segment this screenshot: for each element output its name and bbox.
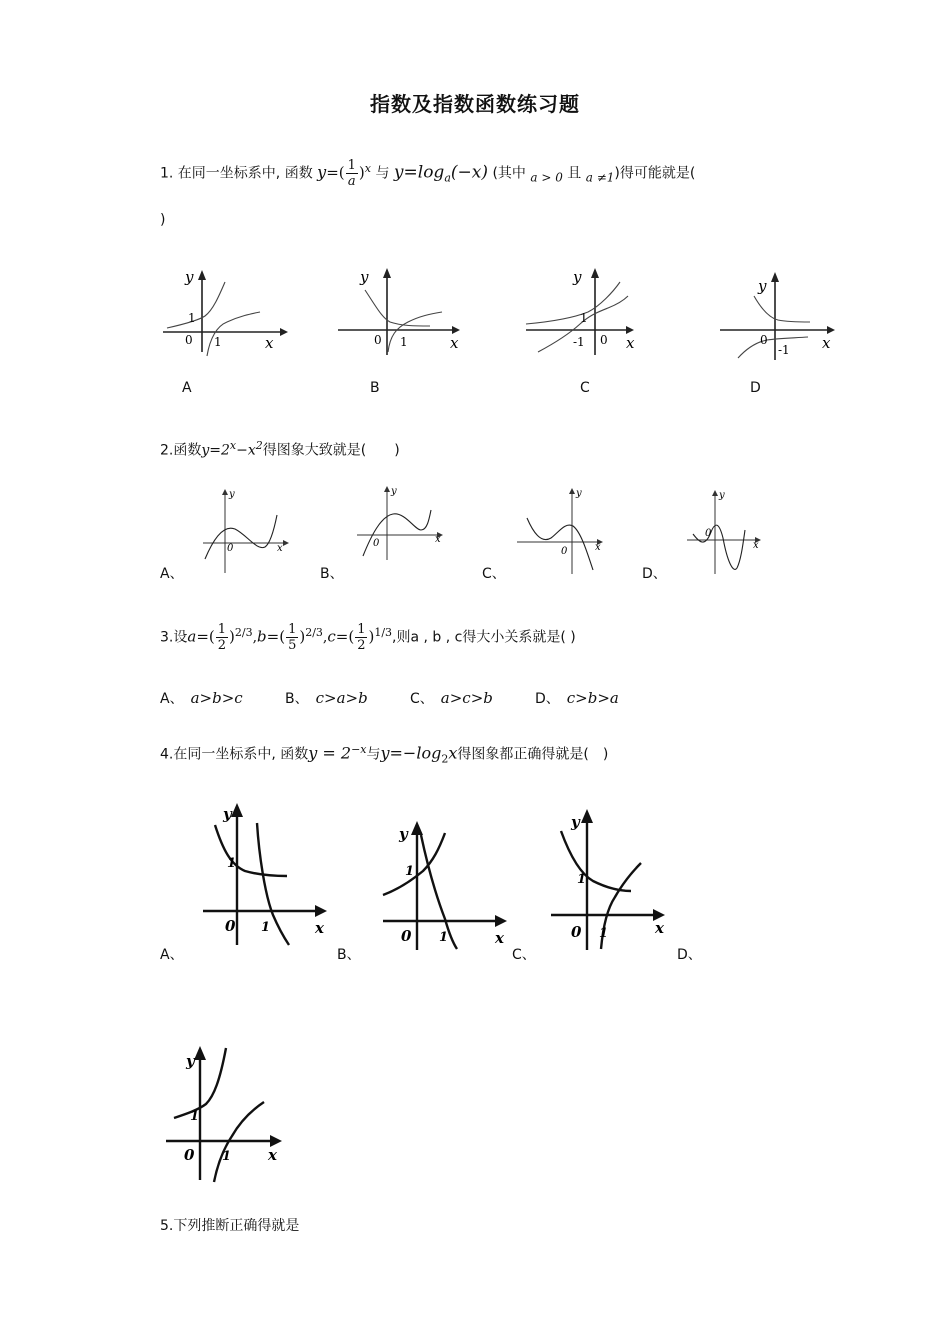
- svg-text:x: x: [435, 534, 441, 545]
- q3-exp-b: 2/3: [305, 625, 323, 639]
- q1-f2-base: a: [444, 171, 451, 185]
- q2-graph-b: [355, 480, 455, 572]
- exp-curve: [561, 831, 631, 891]
- q1-cond-b: a ≠1: [585, 170, 615, 185]
- svg-text:y: y: [576, 488, 582, 499]
- q3-pre: 3.设: [160, 629, 188, 646]
- svg-text:0: 0: [571, 923, 582, 941]
- svg-text:1: 1: [190, 1109, 200, 1124]
- svg-text:0: 0: [401, 927, 412, 945]
- x-label: x: [822, 334, 831, 352]
- svg-text:0: 0: [184, 1146, 195, 1164]
- svg-text:x: x: [315, 919, 324, 937]
- svg-text:1: 1: [227, 856, 237, 871]
- y-arrow: [383, 268, 391, 278]
- q2-option-c: C、: [482, 566, 506, 582]
- svg-text:0: 0: [561, 546, 568, 557]
- q2-graph-a: [195, 485, 295, 577]
- q1-f1-exp: x: [364, 161, 371, 175]
- q4-graph-b: [375, 815, 515, 955]
- origin-label: 0: [760, 333, 768, 347]
- x-arrow: [280, 328, 288, 336]
- q4-graph-a: [195, 795, 335, 955]
- log-curve: [207, 312, 260, 356]
- q1-graph-b: [330, 260, 470, 360]
- svg-text:1: 1: [261, 920, 271, 935]
- q2b-curve: [363, 510, 431, 556]
- q4-option-d: D、: [677, 947, 702, 963]
- q1-cond-mid: 且: [567, 165, 582, 182]
- svg-text:y: y: [391, 486, 397, 497]
- x-label: x: [450, 334, 459, 352]
- one-label: 1: [580, 311, 588, 325]
- svg-text:1: 1: [405, 864, 415, 879]
- y-label: y: [185, 268, 194, 286]
- q1-f1-y: y: [317, 162, 327, 182]
- svg-text:1: 1: [577, 872, 587, 887]
- q2-pre: 2.函数: [160, 442, 202, 459]
- q2-formula: y=2: [201, 442, 230, 459]
- q1-f2-arg: (−x): [450, 162, 488, 183]
- q3-post: ,则a , b , c得大小关系就是( ): [392, 629, 576, 646]
- one-label: 1: [188, 311, 196, 325]
- log-curve: [388, 312, 442, 352]
- svg-text:y: y: [719, 490, 725, 501]
- exp-curve: [754, 296, 810, 322]
- q2-option-a: A、: [160, 566, 184, 582]
- svg-text:x: x: [277, 543, 283, 554]
- svg-text:x: x: [595, 542, 601, 553]
- q2a-curve: [205, 515, 277, 559]
- q4-option-a: A、: [160, 947, 184, 963]
- x-arrow: [827, 326, 835, 334]
- q3-frac-a: $\frac{1}{2}$: [217, 622, 227, 653]
- x-arrow: [626, 326, 634, 334]
- svg-text:1: 1: [439, 930, 449, 945]
- y-arrow: [771, 272, 779, 282]
- q2-graph-c: [515, 482, 615, 574]
- svg-text:x: x: [495, 929, 504, 947]
- exp-curve: [215, 825, 287, 876]
- svg-text:y: y: [399, 825, 408, 843]
- y-label: y: [758, 277, 767, 295]
- q1-option-b: B: [370, 380, 380, 396]
- question-1: [160, 158, 695, 189]
- question-2: [160, 436, 400, 461]
- q1-option-c: C: [580, 380, 590, 396]
- q1-cond-a: a > 0: [530, 170, 563, 185]
- q3-frac-b: $\frac{1}{5}$: [288, 622, 297, 653]
- q1-option-d: D: [750, 380, 761, 396]
- y-label: y: [573, 268, 582, 286]
- x-label: x: [626, 334, 635, 352]
- q2-option-b: B、: [320, 566, 344, 582]
- q1-option-a: A: [182, 380, 192, 396]
- exp-curve: [167, 282, 225, 328]
- q2-exp2: 2: [255, 439, 263, 452]
- question-5: 5.下列推断正确得就是: [160, 1218, 300, 1234]
- q2-post: 得图象大致就是( ): [262, 442, 400, 459]
- q3-exp-a: 2/3: [234, 625, 253, 639]
- x-arrow: [452, 326, 460, 334]
- q1-f2: y=log: [393, 162, 445, 183]
- svg-text:x: x: [655, 919, 664, 937]
- svg-text:y: y: [223, 805, 232, 823]
- q2c-curve: [527, 518, 593, 570]
- question-4: 4.在同一坐标系中, 函数$y = 2^{-x}$与$y=-\log_2x$得图象都正确得就是( ): [160, 743, 609, 766]
- neg-one-label: -1: [778, 343, 790, 357]
- log-curve: [738, 337, 808, 358]
- q1-graph-d: [712, 260, 852, 360]
- q3-frac-c: $\frac{1}{2}$: [357, 622, 366, 653]
- svg-text:y: y: [229, 489, 235, 500]
- q3-choice-d: D、 c>b>a: [535, 689, 619, 707]
- origin-label: 0: [600, 333, 608, 347]
- origin-label: 0: [185, 333, 193, 347]
- q2-exp1: x: [229, 439, 237, 452]
- q2-option-d: D、: [642, 566, 667, 582]
- svg-text:0: 0: [227, 543, 234, 554]
- q1-suffix: )得可能就是(: [614, 165, 696, 182]
- question-3: 3.设a=( $\frac{1}{2}$ )$^{2/3}$,b=( $\frac{1}{5}$ )$^{2/3}$,c=( $\frac{1}{2}$ )$^{1/3}$,则a , b , c得大小关系就是( ): [160, 622, 576, 653]
- svg-text:y: y: [571, 813, 580, 831]
- q4-option-b: B、: [337, 947, 361, 963]
- q1-graph-c: [518, 260, 658, 360]
- svg-text:1: 1: [222, 1149, 232, 1164]
- svg-text:0: 0: [705, 528, 712, 539]
- q4-option-c: C、: [512, 947, 536, 963]
- q1-conj: 与: [375, 165, 390, 182]
- one-x-label: 1: [214, 335, 222, 349]
- q2d-curve: [693, 525, 745, 569]
- q3-exp-c: 1/3: [374, 625, 393, 639]
- svg-text:1: 1: [599, 926, 609, 941]
- q4-graph-d: [160, 1040, 290, 1190]
- q2-minus: −x: [236, 442, 256, 459]
- exp-curve: [526, 282, 620, 324]
- one-x-label: 1: [400, 335, 408, 349]
- q1-prefix: 1. 在同一坐标系中, 函数: [160, 165, 313, 182]
- q1-f1-close: ): [358, 163, 365, 182]
- q1-cond-pre: (其中: [492, 165, 526, 182]
- neg-one-label: -1: [573, 335, 585, 349]
- svg-text:x: x: [268, 1146, 277, 1164]
- q1-graph-a: [155, 260, 295, 360]
- q1-fraction: $\frac{1}{a}$: [347, 158, 356, 189]
- q3-choice-a: A、 a>b>c: [160, 689, 243, 707]
- q3-choice-b: B、 c>a>b: [285, 689, 368, 707]
- origin-label: 0: [374, 333, 382, 347]
- q3-choice-c: C、 a>c>b: [410, 689, 493, 707]
- y-arrow: [198, 270, 206, 280]
- svg-text:0: 0: [373, 538, 380, 549]
- q1-f1-eq: =(: [326, 163, 345, 182]
- x-label: x: [265, 334, 274, 352]
- y-arrow: [591, 268, 599, 278]
- page-title: 指数及指数函数练习题: [370, 92, 580, 116]
- svg-text:y: y: [186, 1052, 195, 1070]
- q2-graph-d: [685, 482, 775, 574]
- exp-curve: [365, 290, 430, 326]
- q4-graph-c: [545, 805, 675, 955]
- q1-line2: ): [160, 212, 166, 228]
- svg-text:0: 0: [225, 917, 236, 935]
- y-label: y: [360, 268, 369, 286]
- svg-text:x: x: [753, 540, 759, 551]
